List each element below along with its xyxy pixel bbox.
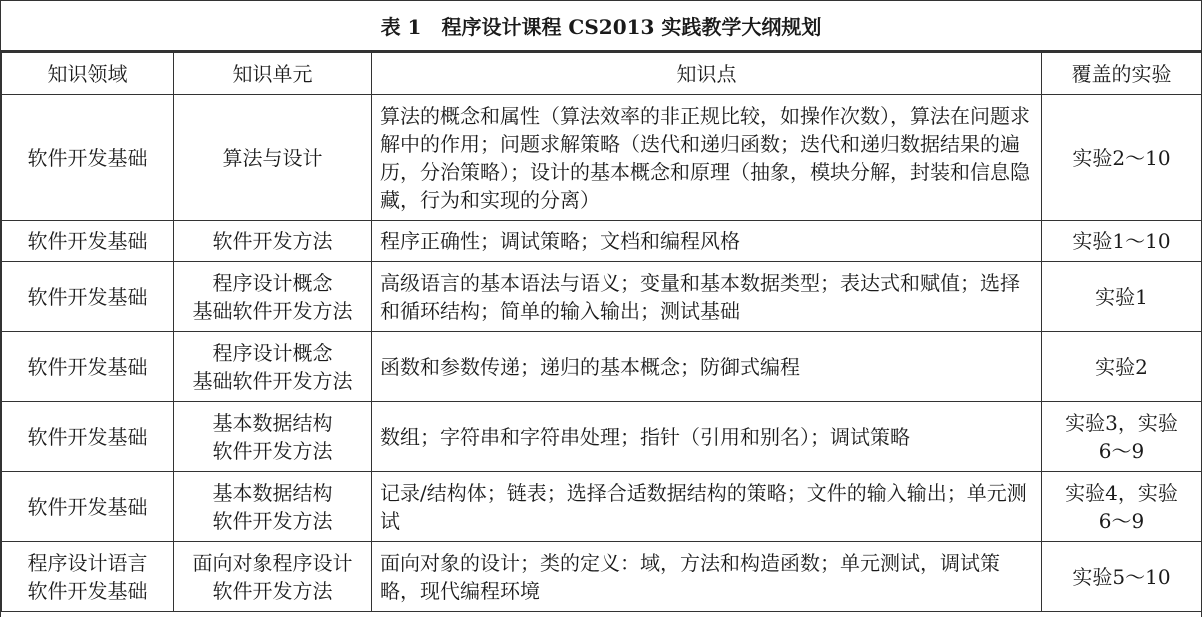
domain-line: 软件开发基础 — [27, 145, 148, 170]
table-header-row — [2, 53, 1202, 95]
cell-domain — [2, 332, 174, 402]
table-row — [2, 262, 1202, 332]
cell-domain — [2, 472, 174, 542]
cell-labs — [1042, 542, 1202, 612]
table-row — [2, 402, 1202, 472]
labs-line: 实验2 — [1095, 354, 1148, 379]
domain-line: 软件开发基础 — [27, 494, 148, 519]
table-row — [2, 332, 1202, 402]
cell-points: 数组；字符串和字符串处理；指针（引用和别名）；调试策略 — [372, 402, 1042, 472]
unit-line: 软件开发方法 — [212, 229, 333, 253]
unit-line: 基本数据结构 — [212, 480, 333, 505]
unit-line: 面向对象程序设计 — [192, 550, 353, 575]
domain-line: 程序设计语言 — [27, 550, 148, 575]
unit-line: 基础软件开发方法 — [192, 298, 353, 323]
table-row — [2, 95, 1202, 221]
table-row — [2, 542, 1202, 612]
cell-labs — [1042, 402, 1202, 472]
cell-unit — [174, 472, 372, 542]
cell-points: 面向对象的设计；类的定义：域，方法和构造函数；单元测试，调试策略，现代编程环境 — [372, 542, 1042, 612]
cell-unit — [174, 402, 372, 472]
cell-unit — [174, 95, 372, 221]
unit-line: 基本数据结构 — [212, 410, 333, 435]
labs-line: 实验3，实验 — [1065, 410, 1178, 435]
cell-labs — [1042, 332, 1202, 402]
cell-labs — [1042, 221, 1202, 262]
unit-line: 软件开发方法 — [212, 438, 333, 463]
labs-line: 实验1 — [1095, 284, 1148, 309]
domain-line: 软件开发基础 — [27, 354, 148, 379]
cell-points: 记录/结构体；链表；选择合适数据结构的策略；文件的输入输出；单元测试 — [372, 472, 1042, 542]
labs-line: 实验5～10 — [1072, 564, 1171, 589]
labs-line: 实验2～10 — [1072, 145, 1171, 170]
unit-line: 软件开发方法 — [212, 578, 333, 603]
unit-line: 程序设计概念 — [212, 340, 333, 365]
labs-line: 6～9 — [1098, 508, 1145, 533]
curriculum-table — [1, 52, 1202, 612]
header-domain: 知识领域 — [2, 53, 174, 95]
domain-line: 软件开发基础 — [27, 284, 148, 309]
labs-line: 6～9 — [1098, 438, 1145, 463]
cell-unit — [174, 262, 372, 332]
unit-line: 程序设计概念 — [212, 270, 333, 295]
domain-line: 软件开发基础 — [27, 229, 148, 253]
unit-line: 算法与设计 — [222, 145, 323, 170]
cell-unit — [174, 221, 372, 262]
header-labs: 覆盖的实验 — [1042, 53, 1202, 95]
header-unit: 知识单元 — [174, 53, 372, 95]
table-caption: 表 1 程序设计课程 CS2013 实践教学大纲规划 — [1, 0, 1201, 52]
cell-domain — [2, 95, 174, 221]
domain-line: 软件开发基础 — [27, 424, 148, 449]
cell-domain — [2, 542, 174, 612]
cell-points: 算法的概念和属性（算法效率的非正规比较，如操作次数），算法在问题求解中的作用；问题求解策略（迭代和递归函数；迭代和递归数据结果的遍历，分治策略）；设计的基本概念和原理（抽象，模块分解，封装和信息隐藏，行为和实现的分离） — [372, 95, 1042, 221]
cell-domain — [2, 402, 174, 472]
cell-domain — [2, 221, 174, 262]
cell-unit — [174, 542, 372, 612]
table-row — [2, 472, 1202, 542]
labs-line: 实验1～10 — [1072, 229, 1171, 253]
unit-line: 基础软件开发方法 — [192, 368, 353, 393]
header-points: 知识点 — [372, 53, 1042, 95]
cell-labs — [1042, 95, 1202, 221]
labs-line: 实验4，实验 — [1065, 480, 1178, 505]
cell-domain — [2, 262, 174, 332]
unit-line: 软件开发方法 — [212, 508, 333, 533]
cell-points: 函数和参数传递；递归的基本概念；防御式编程 — [372, 332, 1042, 402]
cell-labs — [1042, 262, 1202, 332]
cell-unit — [174, 332, 372, 402]
cell-points: 高级语言的基本语法与语义；变量和基本数据类型；表达式和赋值；选择和循环结构；简单的输入输出；测试基础 — [372, 262, 1042, 332]
table-row — [2, 221, 1202, 262]
cell-labs — [1042, 472, 1202, 542]
cell-points: 程序正确性；调试策略；文档和编程风格 — [372, 221, 1042, 262]
domain-line: 软件开发基础 — [27, 578, 148, 603]
